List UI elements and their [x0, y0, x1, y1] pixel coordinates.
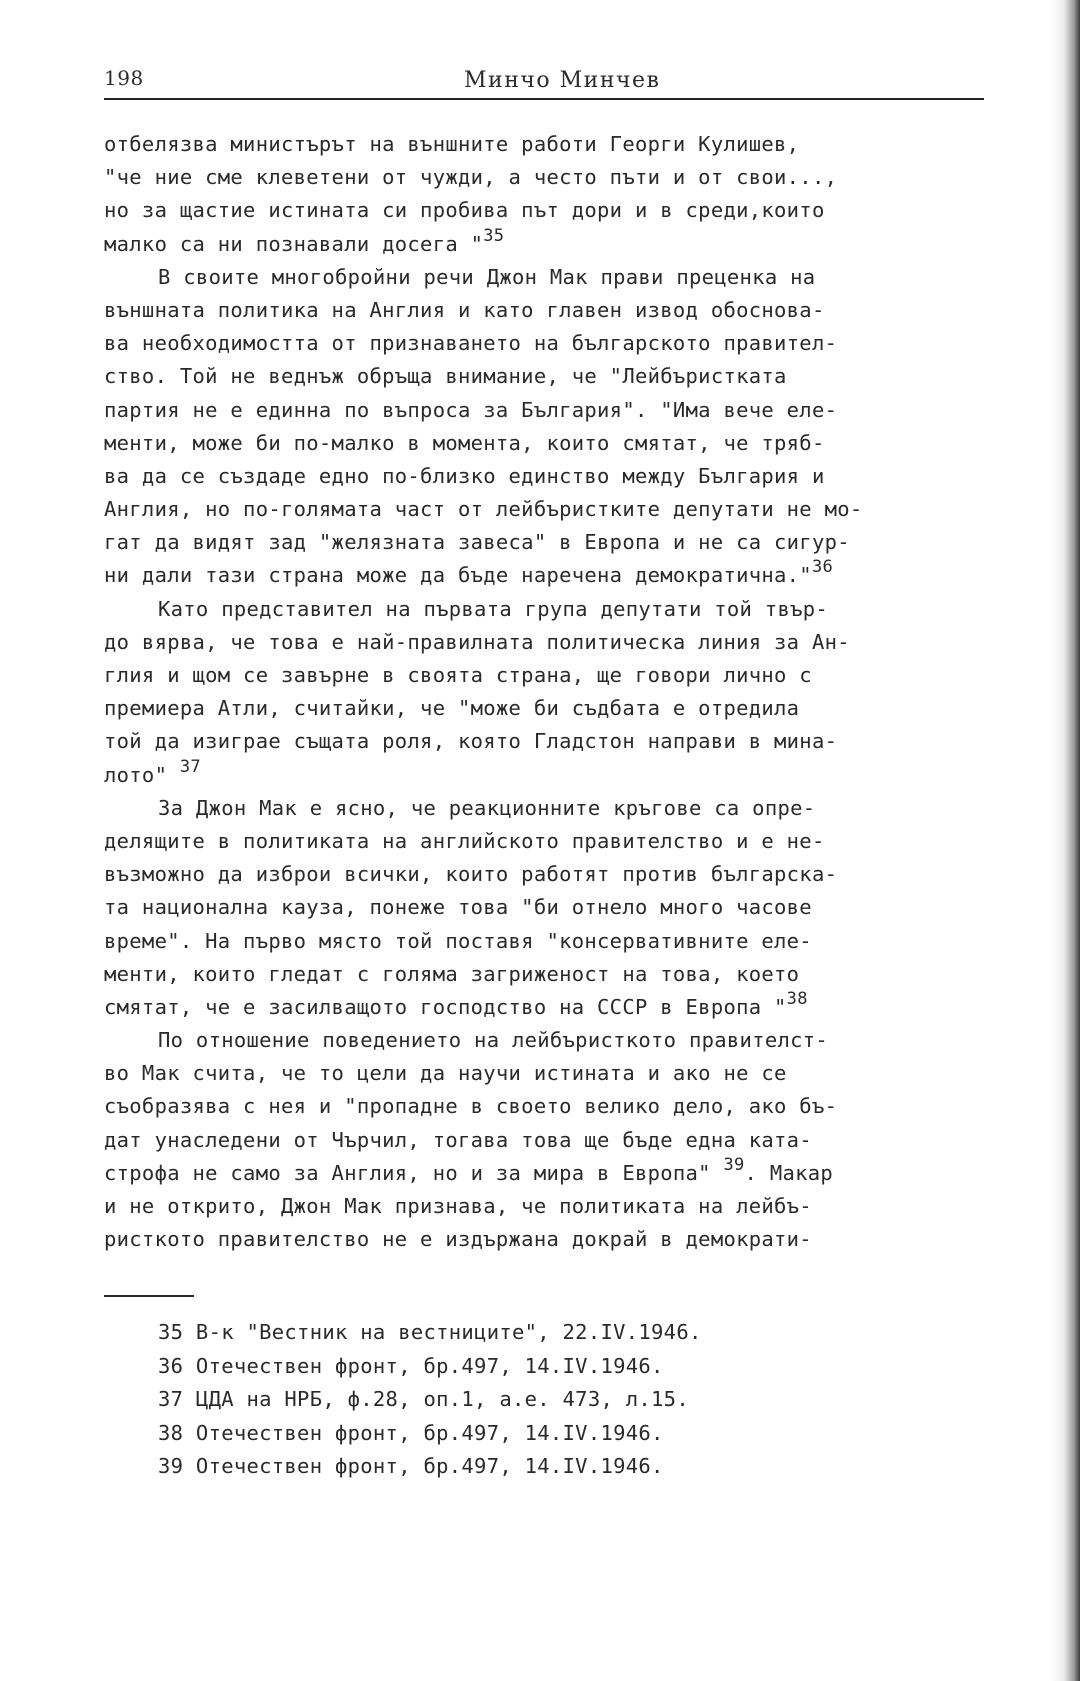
- footnote-38: 38 Отечествен фронт, бр.497, 14.IV.1946.: [158, 1420, 664, 1445]
- text-line-continuation: . Макар: [744, 1160, 834, 1185]
- paragraph-3: [104, 593, 1004, 792]
- text-line: Като представител на първата група депутати той твър-: [158, 596, 829, 621]
- text-line: "че ние сме клеветени от чужди, а често пъти и от свои...,: [104, 165, 838, 190]
- page-number: 198: [104, 66, 144, 90]
- text-line-content: ни дали тази страна може да бъде наречена демократична.": [104, 563, 812, 588]
- text-line: той да изиграе същата роля, която Гладстон направи в мина-: [104, 729, 838, 754]
- footnote-ref-39: 39: [723, 1154, 745, 1175]
- text-line: но за щастие истината си пробива път дори и в среди,които: [104, 198, 825, 223]
- footnote-35: 35 В-к "Вестник на вестниците", 22.IV.1946.: [158, 1320, 702, 1344]
- text-line-content: малко са ни познавали досега ": [104, 231, 484, 256]
- page-header: [104, 64, 984, 100]
- footnote-ref-38: 38: [786, 988, 808, 1009]
- footnote-37: 37 ЦДА на НРБ, ф.28, оп.1, а.е. 473, л.15.: [158, 1387, 689, 1412]
- body-text: [104, 128, 1004, 1256]
- text-line: ство. Той не веднъж обръща внимание, че "Лейбъристката: [104, 364, 787, 389]
- footnote-ref-36: 36: [811, 557, 834, 578]
- text-line: менти, може би по-малко в момента, които смятат, че тряб-: [104, 430, 825, 455]
- footnote-ref-37: 37: [179, 756, 201, 777]
- text-line: во Мак счита, че то цели да научи истината и ако не се: [104, 1061, 787, 1086]
- text-line: менти, които гледат с голяма загриженост на това, което: [104, 961, 800, 986]
- paragraph-4: [104, 792, 1004, 1024]
- text-line: дат унаследени от Чърчил, тогава това ще бъде една ката-: [104, 1127, 812, 1152]
- text-line: [104, 1154, 1004, 1190]
- text-line: до вярва, че това е най-правилната политическа линия за Ан-: [104, 629, 850, 654]
- running-head: Минчо Минчев: [464, 68, 661, 93]
- text-line: партия не е единна по въпроса за България". "Има вече еле-: [104, 397, 838, 422]
- footnote-36: 36 Отечествен фронт, бр.497, 14.IV.1946.: [158, 1353, 664, 1378]
- footnote-39: 39 Отечествен фронт, бр.497, 14.IV.1946.: [158, 1454, 664, 1479]
- text-line: външната политика на Англия и като главен извод обоснова-: [104, 297, 825, 322]
- text-line: премиера Атли, считайки, че "може би съдбата е отредила: [104, 696, 800, 721]
- text-line: [104, 756, 1004, 792]
- footnote-ref-35: 35: [483, 225, 505, 246]
- text-line: съобразява с нея и "пропадне в своето велико дело, ако бъ-: [104, 1094, 838, 1119]
- text-line: ва необходимостта от признаването на българското правител-: [104, 331, 838, 356]
- text-line: отбелязва министърът на външните работи Георги Кулишев,: [104, 132, 800, 156]
- text-line: ристкото правителство не е издържана докрай в демократи-: [104, 1227, 812, 1252]
- text-line: [104, 988, 1004, 1024]
- page-edge-shadow: [1050, 0, 1080, 1681]
- text-line: възможно да изброи всички, които работят против българска-: [104, 862, 838, 887]
- text-line: По отношение поведението на лейбъристкото правителст-: [158, 1028, 829, 1053]
- text-line: Англия, но по-голямата част от лейбъристките депутати не мо-: [104, 497, 863, 522]
- text-line-content: лото": [104, 762, 180, 787]
- footnotes: [158, 1316, 702, 1484]
- text-line: време". На първо място той поставя "консервативните еле-: [104, 928, 812, 953]
- text-line: [104, 225, 1004, 261]
- text-line: гат да видят зад "желязната завеса" в Европа и не са сигур-: [104, 530, 850, 555]
- text-line-content: строфа не само за Англия, но и за мира в Европа": [104, 1160, 724, 1185]
- text-line: ва да се създаде едно по-близко единство между България и: [104, 463, 825, 488]
- text-line: делящите в политиката на английското правителство и е не-: [104, 828, 825, 853]
- paragraph-1: [104, 128, 1004, 261]
- text-line: глия и щом се завърне в своята страна, ще говори лично с: [104, 663, 812, 687]
- text-line: За Джон Мак е ясно, че реакционните кръгове са опре-: [158, 795, 816, 820]
- paragraph-2: [104, 261, 1004, 593]
- text-line-content: смятат, че е засилващото господство на СССР в Европа ": [104, 994, 787, 1019]
- text-line: [104, 559, 1004, 592]
- text-line: В своите многобройни речи Джон Мак прави преценка на: [158, 264, 816, 289]
- text-line: та национална кауза, понеже това "би отнело много часове: [104, 895, 812, 920]
- text-line: и не открито, Джон Мак признава, че политиката на лейбъ-: [104, 1194, 812, 1218]
- paragraph-5: [104, 1024, 1004, 1256]
- footnote-separator: [104, 1295, 194, 1297]
